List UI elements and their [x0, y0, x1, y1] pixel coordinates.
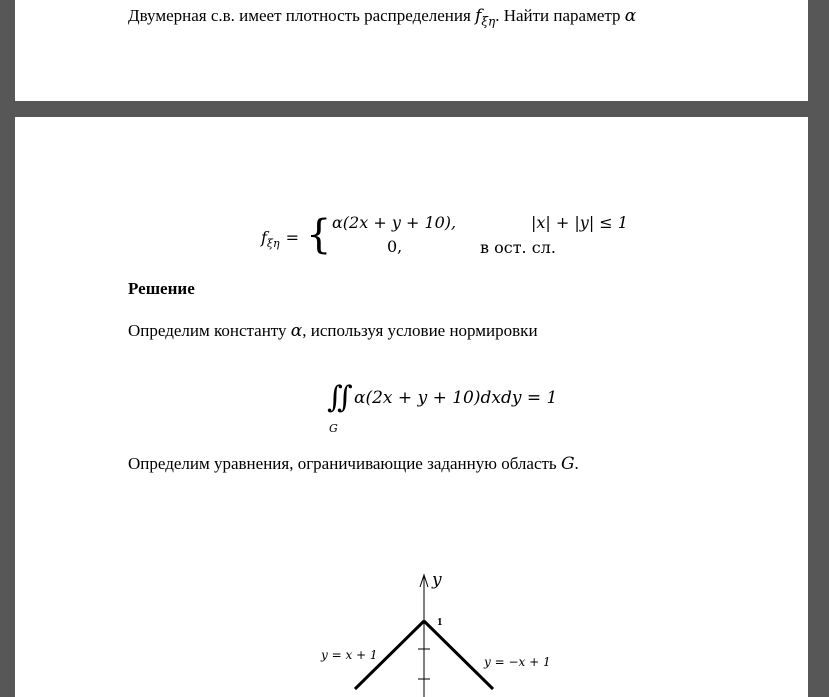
step2-text [128, 454, 579, 474]
right-line-label: y = −x + 1 [484, 655, 551, 669]
cases-brace: { [306, 212, 332, 258]
f-subscript: ξη [481, 14, 496, 29]
problem-mid: . Найти параметр [495, 6, 625, 25]
case1-condition: |x| + |y| ≤ 1 [531, 213, 628, 232]
step2-suffix: . [574, 454, 579, 473]
lhs-sub: ξη [266, 237, 280, 251]
alpha-symbol: α [624, 6, 637, 26]
y-axis-label: y [432, 570, 442, 590]
f-symbol: f [475, 6, 482, 26]
formula-lhs [261, 228, 299, 250]
case2-condition: в ост. сл. [480, 238, 556, 257]
left-line-label: y = x + 1 [321, 648, 378, 662]
region-graph [15, 557, 808, 697]
tick-label-1: 1 [437, 616, 443, 628]
page-2 [15, 117, 808, 697]
case1-expression: α(2x + y + 10), [332, 213, 457, 232]
step1-alpha: α [290, 321, 303, 341]
step1-prefix: Определим константу [128, 321, 291, 340]
boundary-right-line [424, 621, 493, 689]
integral-domain: G [329, 422, 338, 435]
step2-prefix: Определим уравнения, ограничивающие заданную область [128, 454, 561, 473]
problem-statement [128, 6, 636, 31]
case2-expression: 0, [387, 237, 403, 256]
lhs-f: f [261, 228, 267, 247]
step2-G: G [560, 454, 575, 474]
lhs-equals: = [285, 228, 299, 247]
problem-prefix: Двумерная с.в. имеет плотность распределения [128, 6, 476, 25]
double-integral-sign: ∬ [327, 380, 344, 415]
step1-suffix: , используя условие нормировки [302, 321, 538, 340]
integral-body: α(2x + y + 10)dxdy = 1 [354, 388, 558, 408]
solution-heading: Решение [128, 279, 195, 298]
page-1 [15, 0, 808, 101]
step1-text [128, 321, 538, 341]
